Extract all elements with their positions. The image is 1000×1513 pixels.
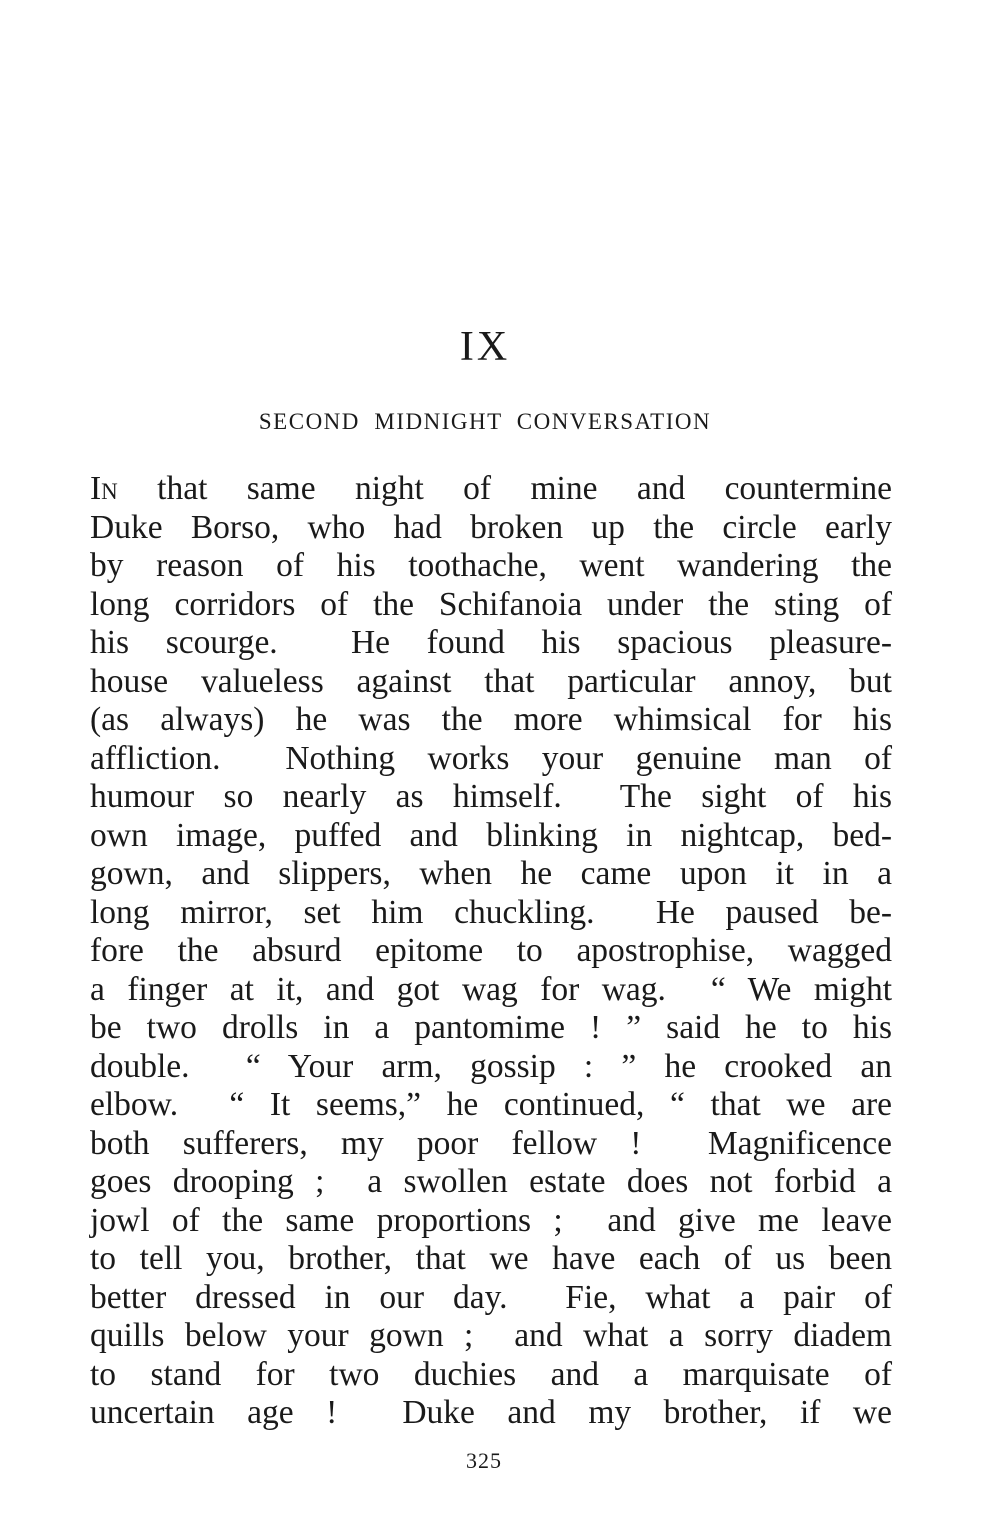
text-line: better dressed in our day. Fie, what a pair of	[90, 1278, 892, 1316]
text-line: a finger at it, and got wag for wag. “ We might	[90, 970, 892, 1008]
text-line: long corridors of the Schifanoia under the sting of	[90, 585, 892, 623]
text-line: double. “ Your arm, gossip : ” he crooked an	[90, 1047, 892, 1085]
text-line: gown, and slippers, when he came upon it in a	[90, 855, 892, 892]
text-line: goes drooping ; a swollen estate does not forbid a	[90, 1163, 892, 1200]
text-line: elbow. “ It seems,” he continued, “ that we are	[90, 1086, 892, 1123]
text-line: both sufferers, my poor fellow ! Magnificence	[90, 1124, 892, 1162]
text-line: (as always) he was the more whimsical for his	[90, 701, 892, 738]
text-line: affliction. Nothing works your genuine man of	[90, 739, 892, 777]
page-number: 325	[466, 1448, 502, 1473]
text-line: humour so nearly as himself. The sight of his	[90, 778, 892, 815]
text-line-rest: that same night of mine and countermine	[117, 470, 892, 507]
opening-word: In	[90, 470, 118, 507]
text-line: be two drolls in a pantomime ! ” said he to his	[90, 1009, 892, 1046]
text-line: jowl of the same proportions ; and give me leave	[90, 1201, 892, 1239]
body-text	[90, 470, 892, 1433]
text-line: own image, puffed and blinking in nightcap, bed-	[90, 816, 892, 854]
text-line: to tell you, brother, that we have each of us been	[90, 1240, 892, 1277]
text-line	[90, 470, 892, 509]
text-line: quills below your gown ; and what a sorry diadem	[90, 1317, 892, 1354]
text-line: his scourge. He found his spacious pleasure-	[90, 624, 892, 661]
text-line: house valueless against that particular annoy, but	[90, 662, 892, 700]
text-line: uncertain age ! Duke and my brother, if we	[90, 1394, 892, 1431]
text-line: by reason of his toothache, went wandering the	[90, 547, 892, 584]
chapter-number: IX	[459, 324, 511, 370]
text-line: to stand for two duchies and a marquisate of	[90, 1355, 892, 1393]
text-line: Duke Borso, who had broken up the circle early	[90, 508, 892, 546]
chapter-title: SECOND MIDNIGHT CONVERSATION	[258, 409, 712, 434]
text-line: long mirror, set him chuckling. He paused be-	[90, 893, 892, 931]
text-line: fore the absurd epitome to apostrophise, wagged	[90, 932, 892, 969]
